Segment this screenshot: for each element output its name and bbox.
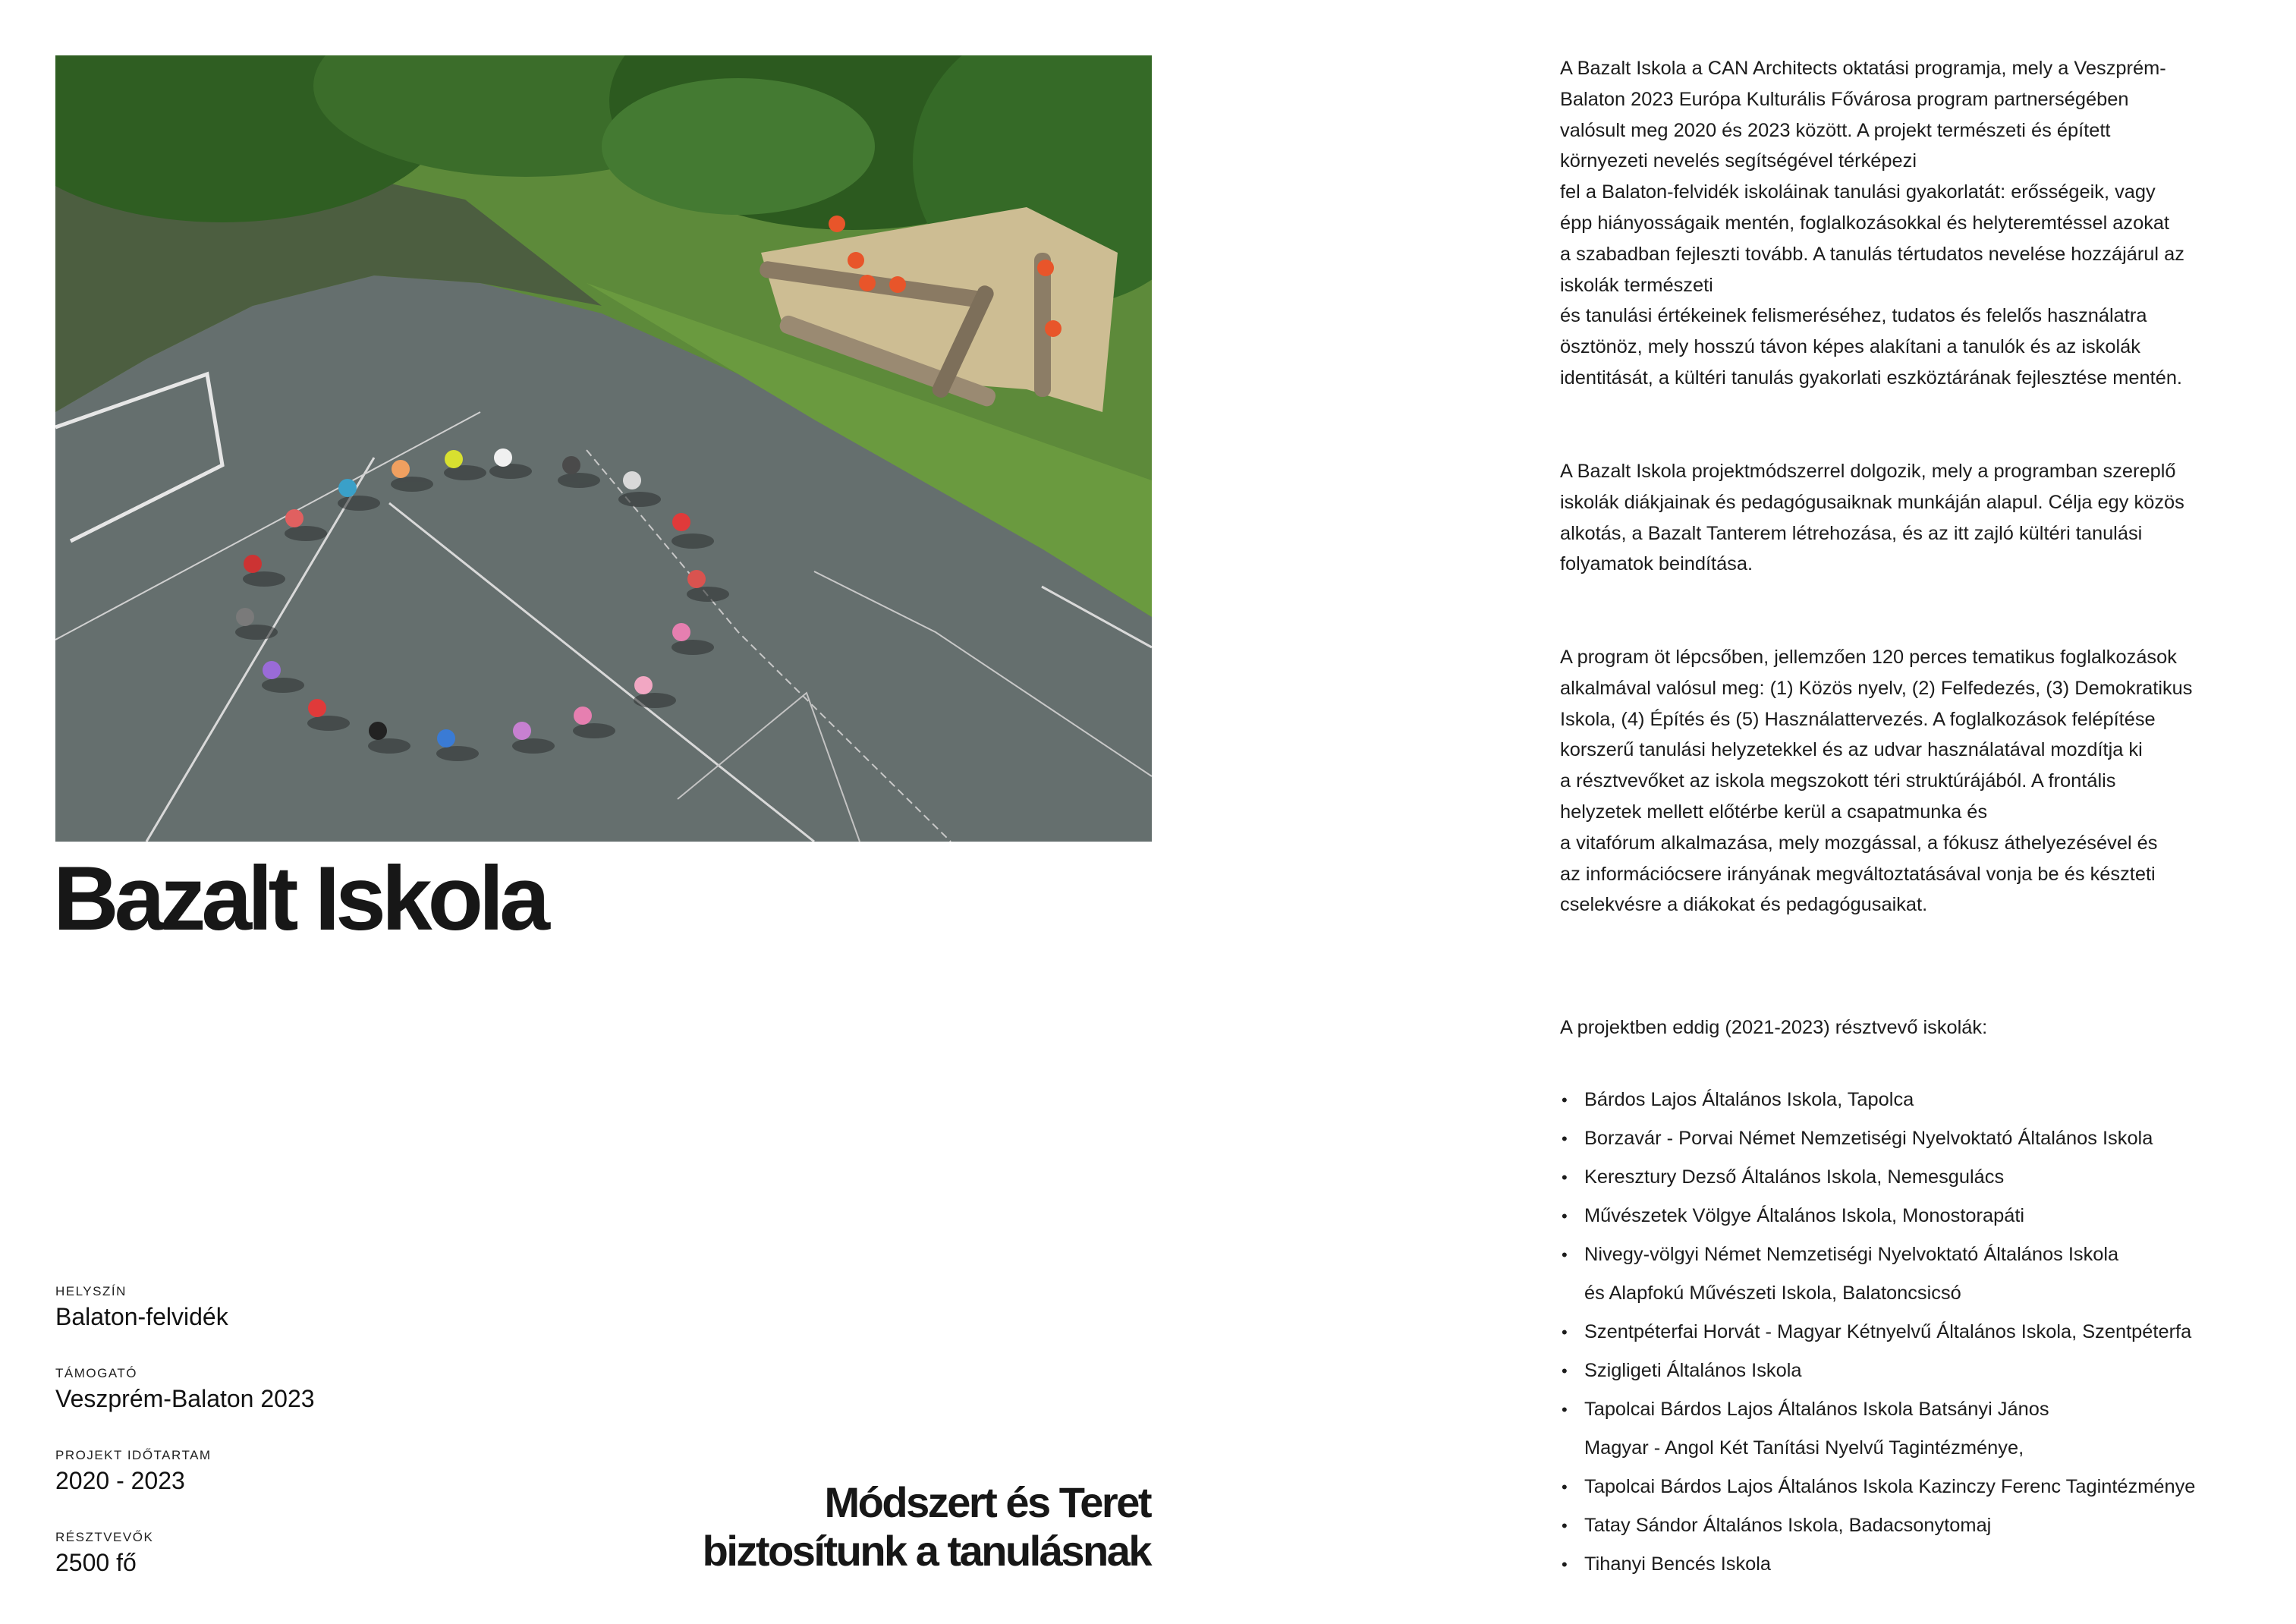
list-item: • Szentpéterfai Horvát - Magyar Kétnyelvű Általános Iskola, Szentpéterfa xyxy=(1560,1313,2288,1352)
meta-label: TÁMOGATÓ xyxy=(55,1366,138,1380)
schools-list xyxy=(1560,1081,2288,1584)
meta-sponsor xyxy=(55,1364,511,1446)
list-item: • Tapolcai Bárdos Lajos Általános Iskola Batsányi János Magyar - Angol Két Tanítási Nyelvű Tagintézménye, xyxy=(1560,1390,2288,1468)
meta-value: Veszprém-Balaton 2023 xyxy=(55,1385,315,1412)
meta-value: 2500 fő xyxy=(55,1549,137,1576)
list-item: • Bárdos Lajos Általános Iskola, Tapolca xyxy=(1560,1081,2288,1119)
list-item: • Szigligeti Általános Iskola xyxy=(1560,1352,2288,1390)
meta-label: PROJEKT IDŐTARTAM xyxy=(55,1448,212,1462)
list-item: • Művészetek Völgye Általános Iskola, Monostorapáti xyxy=(1560,1197,2288,1235)
meta-participants xyxy=(55,1528,511,1610)
hero-photo xyxy=(55,55,1152,842)
page-title: Bazalt Iskola xyxy=(53,848,546,949)
meta-label: RÉSZTVEVŐK xyxy=(55,1530,154,1544)
meta-value: Balaton-felvidék xyxy=(55,1303,228,1330)
list-item: • Tapolcai Bárdos Lajos Általános Iskola Kazinczy Ferenc Tagintézménye xyxy=(1560,1468,2288,1506)
list-item: • Borzavár - Porvai Német Nemzetiségi Nyelvoktató Általános Iskola xyxy=(1560,1119,2288,1158)
meta-duration xyxy=(55,1446,511,1528)
meta-value: 2020 - 2023 xyxy=(55,1467,185,1494)
schoolyard-aerial-image xyxy=(55,55,1152,842)
list-item: • Tihanyi Bencés Iskola xyxy=(1560,1545,2288,1584)
tagline xyxy=(703,1478,1150,1575)
tagline-line-2: biztosítunk a tanulásnak xyxy=(702,1527,1150,1575)
meta-location xyxy=(55,1283,511,1364)
list-item: • Nivegy-völgyi Német Nemzetiségi Nyelvoktató Általános Iskola és Alapfokú Művészeti Iskola, Balatoncsicsó xyxy=(1560,1235,2288,1313)
list-item: • Tatay Sándor Általános Iskola, Badacsonytomaj xyxy=(1560,1506,2288,1545)
method-paragraph: A Bazalt Iskola projektmódszerrel dolgozik, mely a programban szereplő iskolák diákjainak és pedagógusaiknak munkáján alapul. Célja egy közös alkotás, a Bazalt Tanterem létrehozása, és az itt zajló kültéri tanulási folyamatok beindítása. xyxy=(1560,461,2184,575)
tagline-line-1: Módszert és Teret xyxy=(824,1478,1150,1526)
program-paragraph: A program öt lépcsőben, jellemzően 120 perces tematikus foglalkozások alkalmával valósul meg: (1) Közös nyelv, (2) Felfedezés, (3) Demokratikus Iskola, (4) Építés és (5) Használattervezés. A foglalkozások felépítése korszerű tanulási helyzetekkel és az udvar használatával mozdítja ki a résztvevőket az iskola megszokott téri struktúrájából. A frontális helyzetek mellett előtérbe kerül a csapatmunka és a vitafórum alkalmazása, mely mozgással, a fókusz áthelyezésével és az információcsere irányának megváltoztatásával vonja be és készteti cselekvésre a diákokat és pedagógusaikat. xyxy=(1560,647,2193,916)
meta-label: HELYSZÍN xyxy=(55,1284,127,1298)
project-meta xyxy=(55,1283,511,1610)
schools-heading: A projektben eddig (2021-2023) résztvevő iskolák: xyxy=(1560,1017,1988,1038)
list-item: • Keresztury Dezső Általános Iskola, Nemesgulács xyxy=(1560,1158,2288,1197)
intro-paragraph: A Bazalt Iskola a CAN Architects oktatási programja, mely a Veszprém- Balaton 2023 Európa Kulturális Fővárosa program partnerségében valósult meg 2020 és 2023 között. A projekt természeti és épített környezeti nevelés segítségével térképezi fel a Balaton-felvidék iskoláinak tanulási gyakorlatát: erősségeik, vagy épp hiányosságaik mentén, foglalkozásokkal és helyteremtéssel azokat a szabadban fejleszti tovább. A tanulás tértudatos nevelése hozzájárul az iskolák természeti és tanulási értékeinek felismeréséhez, tudatos és felelős használatra ösztönöz, mely hosszú távon képes alakítani a tanulók és az iskolák identitását, a kültéri tanulás gyakorlati eszköztárának fejlesztése mentén. xyxy=(1560,58,2184,389)
